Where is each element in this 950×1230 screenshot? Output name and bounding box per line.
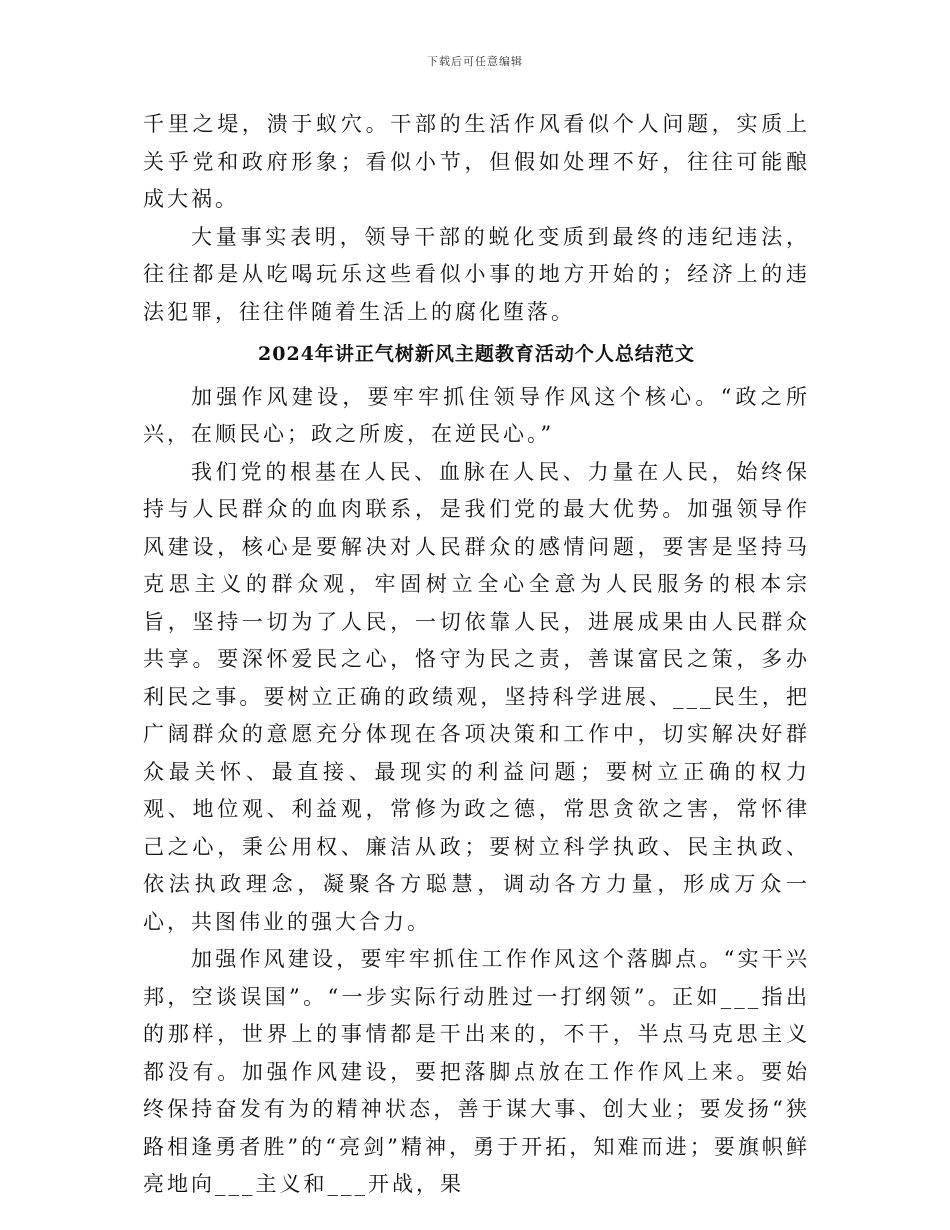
paragraph-2: 大量事实表明，领导干部的蜕化变质到最终的违纪违法，往往都是从吃喝玩乐这些看似小事的地方开始的；经济上的违法犯罪，往往伴随着生活上的腐化堕落。	[143, 224, 810, 324]
paragraph-1: 千里之堤，溃于蚁穴。干部的生活作风看似个人问题，实质上关乎党和政府形象；看似小节，但假如处理不好，往往可能酿成大祸。	[143, 112, 810, 211]
paragraph-3: 加强作风建设，要牢牢抓住领导作风这个核心。“政之所兴，在顺民心；政之所废，在逆民心。”	[143, 384, 810, 446]
document-body	[143, 106, 810, 1204]
page-header-note: 下载后可任意编辑	[427, 55, 523, 68]
section-title: 2024年讲正气树新风主题教育活动个人总结范文	[258, 343, 695, 365]
paragraph-4: 我们党的根基在人民、血脉在人民、力量在人民，始终保持与人民群众的血肉联系，是我们党的最大优势。加强领导作风建设，核心是要解决对人民群众的感情问题，要害是坚持马克思主义的群众观，牢固树立全心全意为人民服务的根本宗旨，坚持一切为了人民，一切依靠人民，进展成果由人民群众共享。要深怀爱民之心，恪守为民之责，善谋富民之策，多办利民之事。要树立正确的政绩观，坚持科学进展、___民生，把广阔群众的意愿充分体现在各项决策和工作中，切实解决好群众最关怀、最直接、最现实的利益问题；要树立正确的权力观、地位观、利益观，常修为政之德，常思贪欲之害，常怀律己之心，秉公用权、廉洁从政；要树立科学执政、民主执政、依法执政理念，凝聚各方聪慧，调动各方力量，形成万众一心，共图伟业的强大合力。	[143, 459, 810, 934]
paragraph-5: 加强作风建设，要牢牢抓住工作作风这个落脚点。“实干兴邦，空谈误国”。“一步实际行动胜过一打纲领”。正如___指出的那样，世界上的事情都是干出来的，不干，半点马克思主义都没有。加强作风建设，要把落脚点放在工作作风上来。要始终保持奋发有为的精神状态，善于谋大事、创大业；要发扬“狭路相逢勇者胜”的“亮剑”精神，勇于开拓，知难而进；要旗帜鲜亮地向___主义和___开战，果	[143, 947, 810, 1196]
